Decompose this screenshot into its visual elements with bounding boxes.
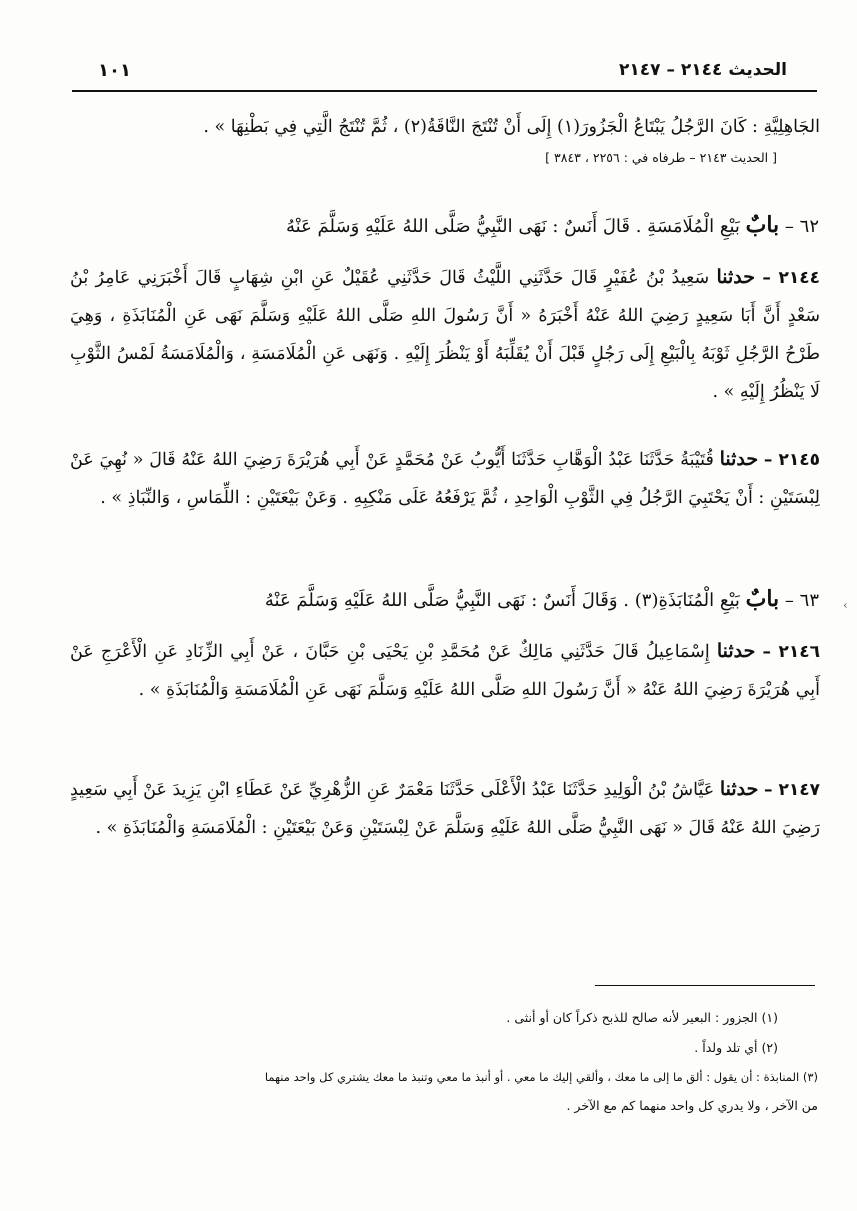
chapter-word: بابٌ	[745, 586, 780, 612]
chapter-word: بابٌ	[745, 212, 780, 238]
footnote-marker: (٣)	[802, 1070, 818, 1084]
chapter-heading-62	[286, 212, 819, 238]
footnote-text: أي تلد ولداً .	[694, 1040, 758, 1055]
footnote-3-continuation	[566, 1098, 818, 1113]
hadith-text: عَيَّاشُ بْنُ الْوَلِيدِ حَدَّثَنَا عَبْدُ الْأَعْلَى حَدَّثَنَا مَعْمَرٌ عَنِ الزُّهْرِيِّ عَنْ عَطَاءِ ابْنِ يَزِيدَ عَنْ أَبِي سَعِيدٍ رَضِيَ اللهُ عَنْهُ قَالَ « نَهَى النَّبِيُّ صَلَّى اللهُ عَلَيْهِ وَسَلَّمَ عَنْ لِبْسَتَيْنِ وَعَنْ بَيْعَتَيْنِ : الْمُلَامَسَةِ وَالْمُنَابَذَةِ » .	[70, 780, 820, 838]
footnote-marker: (٢)	[761, 1040, 778, 1055]
chapter-number: ٦٣ –	[784, 590, 819, 611]
chapter-number: ٦٢ –	[784, 216, 819, 237]
chapter-text: بَيْعِ الْمُلَامَسَةِ . قَالَ أَنَسٌ : نَهَى النَّبِيُّ صَلَّى اللهُ عَلَيْهِ وَسَلَّمَ عَنْهُ	[286, 216, 740, 237]
footnotes	[66, 1010, 818, 1130]
footnote-marker: (١)	[761, 1010, 778, 1025]
lead-reference: [ الحديث ٢١٤٣ – طرفاه في : ٢٢٥٦ ، ٣٨٤٣ ]	[545, 150, 777, 165]
footnote-text: الجزور : البعير لأنه صالح للذبح ذكراً كان أو أنثى .	[506, 1010, 758, 1025]
haddathana-mark: حدثنا	[719, 448, 759, 470]
hadith-number: ٢١٤٦ –	[762, 642, 820, 662]
hadith-text: قُتَيْبَةُ حَدَّثَنَا عَبْدُ الْوَهَّابِ حَدَّثَنَا أَيُّوبُ عَنْ مُحَمَّدٍ عَنْ أَبِي هُرَيْرَةَ رَضِيَ اللهُ عَنْهُ قَالَ « نُهِيَ عَنْ لِبْسَتَيْنِ : أَنْ يَحْتَبِيَ الرَّجُلُ فِي الثَّوْبِ الْوَاحِدِ ، ثُمَّ يَرْفَعُهُ عَلَى مَنْكِبِهِ . وَعَنْ بَيْعَتَيْنِ : اللِّمَاسِ ، وَالنِّبَاذِ » .	[70, 450, 820, 508]
haddathana-mark: حدثنا	[716, 640, 756, 662]
footnote-divider	[595, 985, 815, 986]
header-title: الحديث ٢١٤٤ – ٢١٤٧	[619, 60, 787, 80]
hadith-2146	[70, 632, 820, 709]
footnote-3	[265, 1070, 818, 1084]
hadith-number: ٢١٤٧ –	[764, 780, 821, 800]
footnote-1	[506, 1010, 778, 1025]
hadith-number: ٢١٤٤ –	[762, 268, 820, 288]
hadith-number: ٢١٤٥ –	[763, 450, 820, 470]
footnote-text: المنابذة : أن يقول : ألق ما إلى ما معك ، وألقي إليك ما معي . أو أنبذ ما معي وتنبذ ما معك يشتري كل واحد منهما	[264, 1070, 800, 1084]
hadith-2144	[70, 258, 820, 411]
hadith-text: إِسْمَاعِيلُ قَالَ حَدَّثَنِي مَالِكٌ عَنْ مُحَمَّدِ بْنِ يَحْيَى بْنِ حَبَّانَ ، عَنْ أَبِي الزِّنَادِ عَنِ الْأَعْرَجِ عَنْ أَبِي هُرَيْرَةَ رَضِيَ اللهُ عَنْهُ « أَنَّ رَسُولَ اللهِ صَلَّى اللهُ عَلَيْهِ وَسَلَّمَ نَهَى عَنِ الْمُلَامَسَةِ وَالْمُنَابَذَةِ » .	[70, 642, 820, 700]
page-number: ١٠١	[98, 60, 131, 81]
hadith-2145	[70, 440, 820, 517]
footnote-text: من الآخر ، ولا يدري كل واحد منهما كم مع الآخر .	[566, 1098, 818, 1113]
running-header	[72, 58, 817, 92]
margin-mark: ‹	[843, 598, 848, 612]
chapter-heading-63	[265, 586, 819, 612]
haddathana-mark: حدثنا	[719, 778, 759, 800]
chapter-text: بَيْعِ الْمُنَابَذَةِ(٣) . وَقَالَ أَنَسٌ : نَهَى النَّبِيُّ صَلَّى اللهُ عَلَيْهِ وَسَلَّمَ عَنْهُ	[264, 590, 740, 611]
lead-paragraph: الجَاهِلِيَّةِ : كَانَ الرَّجُلُ يَبْتَاعُ الْجَزُورَ(١) إِلَى أَنْ تُنْتَجَ النَّاقَةُ(٢) ، ثُمَّ تُنْتَجُ الَّتِي فِي بَطْنِهَا » .	[203, 117, 820, 137]
hadith-2147	[70, 770, 820, 847]
footnote-2	[694, 1040, 778, 1055]
haddathana-mark: حدثنا	[716, 266, 755, 288]
hadith-text: سَعِيدُ بْنُ عُفَيْرٍ قَالَ حَدَّثَنِي اللَّيْثُ قَالَ حَدَّثَنِي عُقَيْلٌ عَنِ ابْنِ شِهَابٍ قَالَ أَخْبَرَنِي عَامِرُ بْنُ سَعْدٍ أَنَّ أَبَا سَعِيدٍ رَضِيَ اللهُ عَنْهُ أَخْبَرَهُ « أَنَّ رَسُولَ اللهِ صَلَّى اللهُ عَلَيْهِ وَسَلَّمَ نَهَى عَنِ الْمُنَابَذَةِ ، وَهِيَ طَرْحُ الرَّجُلِ ثَوْبَهُ بِالْبَيْعِ إِلَى رَجُلٍ قَبْلَ أَنْ يُقَلِّبَهُ أَوْ يَنْظُرَ إِلَيْهِ . وَنَهَى عَنِ الْمُلَامَسَةِ ، وَالْمُلَامَسَةُ لَمْسُ الثَّوْبِ لَا يَنْظُرُ إِلَيْهِ » .	[70, 268, 820, 402]
